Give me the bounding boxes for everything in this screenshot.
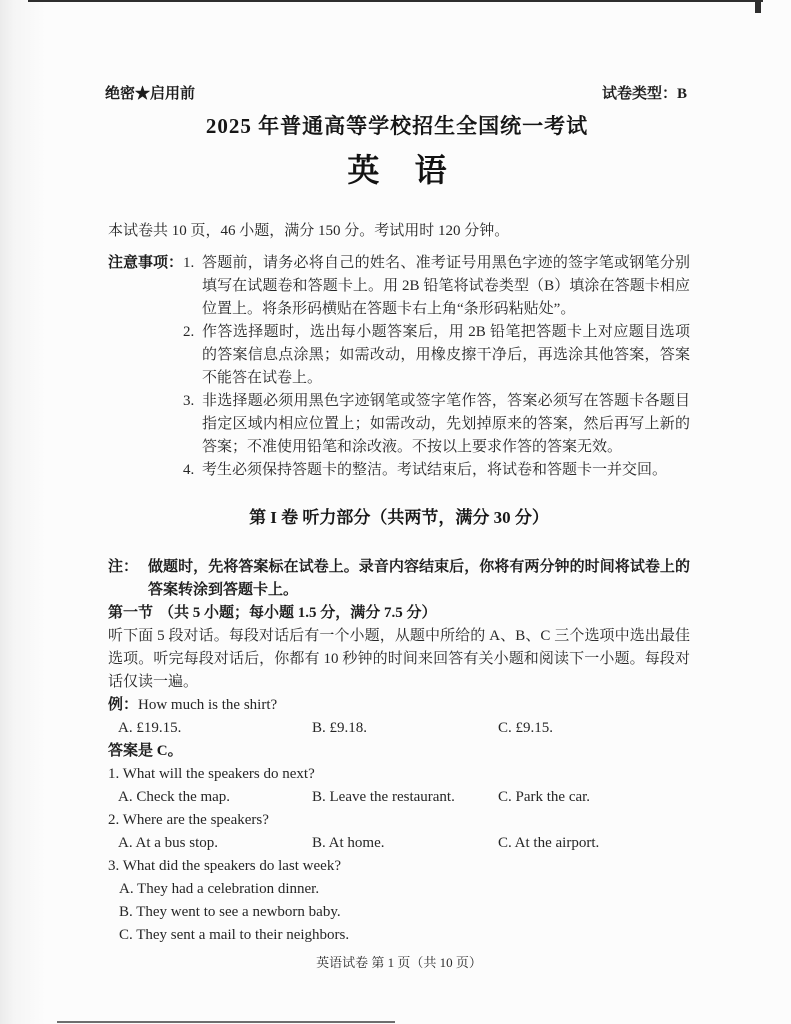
- listening-note-label: 注：: [108, 559, 139, 575]
- scan-artifact-bottom-line: [57, 1021, 395, 1023]
- notice-text: 考生必须保持答题卡的整洁。考试结束后，将试卷和答题卡一并交回。: [202, 462, 668, 478]
- notice-item: [183, 390, 690, 459]
- notice-text: 答题前，请务必将自己的姓名、准考证号用黑色字迹的签字笔或钢笔分别填写在试题卷和答题卡上。用 2B 铅笔将试卷类型（B）填涂在答题卡相应位置上。将条形码横贴在答题卡右上角“条形码粘贴处”。: [202, 255, 690, 317]
- listening-note: [108, 556, 690, 602]
- example-answer-note: 答案是 C。: [108, 743, 183, 759]
- subject-title: 英语: [347, 152, 482, 188]
- paper-intro: 本试卷共 10 页，46 小题，满分 150 分。考试用时 120 分钟。: [108, 223, 510, 239]
- listening-section: [108, 556, 690, 947]
- listening-note-text: 做题时，先将答案标在试卷上。录音内容结束后，你将有两分钟的时间将试卷上的答案转涂到答题卡上。: [148, 559, 690, 598]
- notice-number: 1.: [183, 255, 195, 271]
- option-item: A. They had a celebration dinner.: [119, 881, 320, 897]
- notices-label: 注意事项：: [108, 255, 184, 271]
- notice-number: 2.: [183, 324, 195, 340]
- notice-list: [183, 252, 690, 482]
- question-options-row: [108, 786, 690, 809]
- option-item: A. At a bus stop.: [118, 835, 219, 851]
- scan-artifact-top-right-tick: [755, 0, 761, 13]
- question-text: 2. Where are the speakers?: [108, 812, 269, 828]
- option-item: A. £19.15.: [118, 720, 182, 736]
- notice-item: [183, 321, 690, 390]
- intro-and-notices: [108, 220, 690, 482]
- option-item: B. £9.18.: [312, 720, 368, 736]
- scan-left-shade: [0, 0, 46, 1024]
- option-item: C. Park the car.: [498, 789, 591, 805]
- example-label: 例：: [108, 697, 139, 713]
- header-row: [105, 82, 687, 103]
- notice-number: 3.: [183, 393, 195, 409]
- option-item: A. Check the map.: [118, 789, 231, 805]
- exam-title: 2025 年普通高等学校招生全国统一考试: [205, 114, 589, 138]
- notices-block: [108, 252, 690, 482]
- scan-artifact-top-line: [28, 0, 763, 2]
- notice-text: 非选择题必须用黑色字迹钢笔或签字笔作答，答案必须写在答题卡各题目指定区域内相应位置上；如需改动，先划掉原来的答案，然后再写上新的答案；不准使用铅笔和涂改液。不按以上要求作答的答案无效。: [202, 393, 690, 455]
- notice-item: [183, 252, 690, 321]
- notice-text: 作答选择题时，选出每小题答案后，用 2B 铅笔把答题卡上对应题目选项的答案信息点涂黑；如需改动，用橡皮擦干净后，再选涂其他答案，答案不能答在试卷上。: [202, 324, 690, 386]
- paper-type-label: 试卷类型：B: [601, 86, 687, 102]
- part-label: 第一节: [108, 605, 154, 621]
- notice-number: 4.: [183, 462, 195, 478]
- example-question: How much is the shirt?: [138, 697, 278, 713]
- option-item: C. At the airport.: [498, 835, 600, 851]
- option-item: B. At home.: [312, 835, 385, 851]
- part-heading: [108, 602, 690, 625]
- question-text: 1. What will the speakers do next?: [108, 766, 315, 782]
- section-heading: 第 I 卷 听力部分（共两节，满分 30 分）: [249, 508, 549, 527]
- option-item: C. £9.15.: [498, 720, 554, 736]
- option-item: B. Leave the restaurant.: [312, 789, 455, 805]
- part-info: （共 5 小题；每小题 1.5 分，满分 7.5 分）: [159, 605, 437, 621]
- page-footer: 英语试卷 第 1 页（共 10 页）: [316, 955, 482, 970]
- example-options-row: [108, 717, 690, 740]
- example-question-line: [108, 694, 690, 717]
- listening-instructions: 听下面 5 段对话。每段对话后有一个小题，从题中所给的 A、B、C 三个选项中选出最佳选项。听完每段对话后，你都有 10 秒钟的时间来回答有关小题和阅读下一小题。每段对话仅读一遍。: [108, 628, 690, 690]
- question-options-row: [108, 832, 690, 855]
- classification-label: 绝密★启用前: [105, 86, 196, 102]
- option-item: C. They sent a mail to their neighbors.: [119, 927, 350, 943]
- option-item: B. They went to see a newborn baby.: [119, 904, 341, 920]
- notice-item: [183, 459, 690, 482]
- question-text: 3. What did the speakers do last week?: [108, 858, 341, 874]
